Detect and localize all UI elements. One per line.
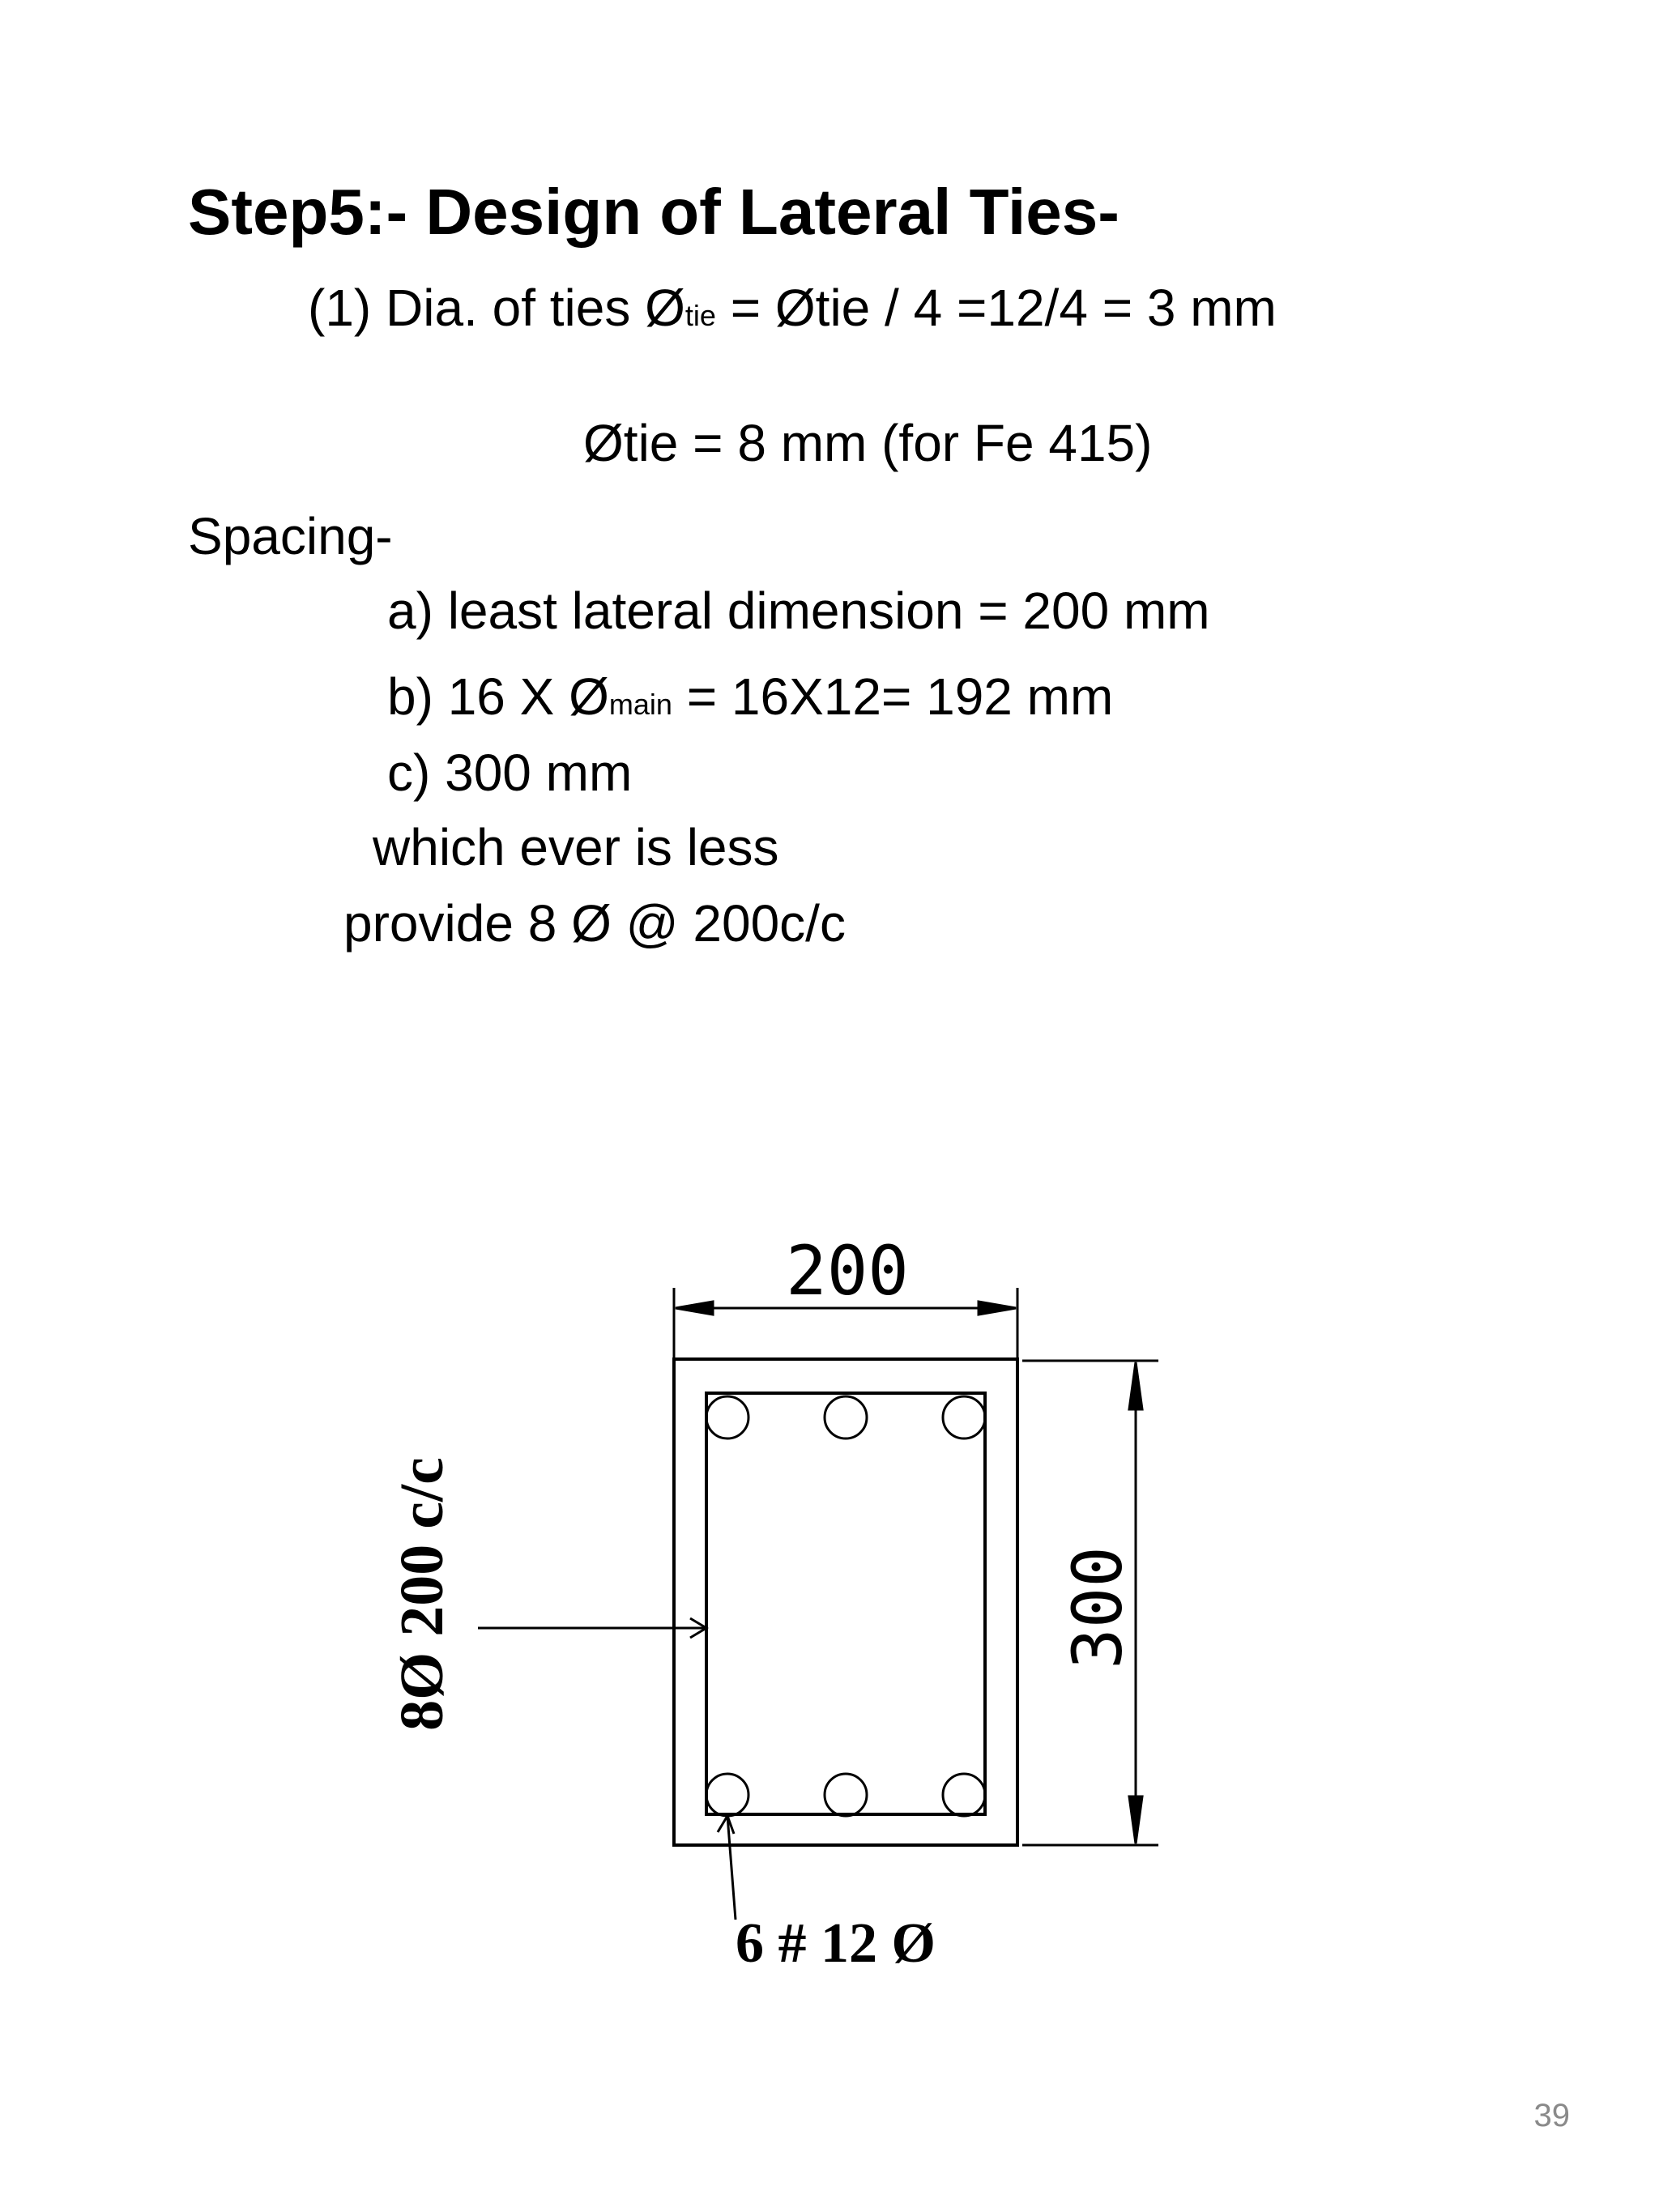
depth-label: 300	[1058, 1546, 1137, 1669]
column-outline	[674, 1359, 1017, 1845]
main-bar-label: 6 # 12 Ø	[736, 1912, 936, 1975]
main-bar	[943, 1774, 985, 1816]
page-number: 39	[1533, 2098, 1570, 2133]
main-subscript: main	[608, 688, 672, 721]
main-bar	[825, 1396, 867, 1438]
tie-leader-arrow	[478, 1618, 706, 1638]
spacing-heading: Spacing-	[188, 507, 393, 565]
lateral-tie	[706, 1393, 985, 1814]
main-bar	[943, 1396, 985, 1438]
tie-label: 8Ø 200 c/c	[388, 1457, 456, 1731]
spacing-note: which ever is less	[373, 818, 779, 876]
provide-statement: provide 8 Ø @ 200c/c	[343, 894, 846, 953]
main-bar	[706, 1396, 748, 1438]
spacing-item-b: b) 16 X Ømain = 16X12= 192 mm	[387, 667, 1114, 726]
main-bars	[706, 1396, 985, 1816]
tie-diameter-formula: (1) Dia. of ties Øtie = Øtie / 4 =12/4 = 3 mm	[308, 279, 1277, 337]
page-title: Step5:- Design of Lateral Ties-	[188, 176, 1120, 248]
spacing-item-a: a) least lateral dimension = 200 mm	[387, 582, 1210, 640]
tie-subscript: tie	[684, 299, 716, 332]
main-bar	[825, 1774, 867, 1816]
main-bar	[706, 1774, 748, 1816]
width-label: 200	[786, 1231, 909, 1311]
main-bar-leader-arrow	[718, 1816, 736, 1920]
spacing-item-c: c) 300 mm	[387, 744, 633, 802]
tie-diameter-result: Øtie = 8 mm (for Fe 415)	[583, 414, 1153, 472]
